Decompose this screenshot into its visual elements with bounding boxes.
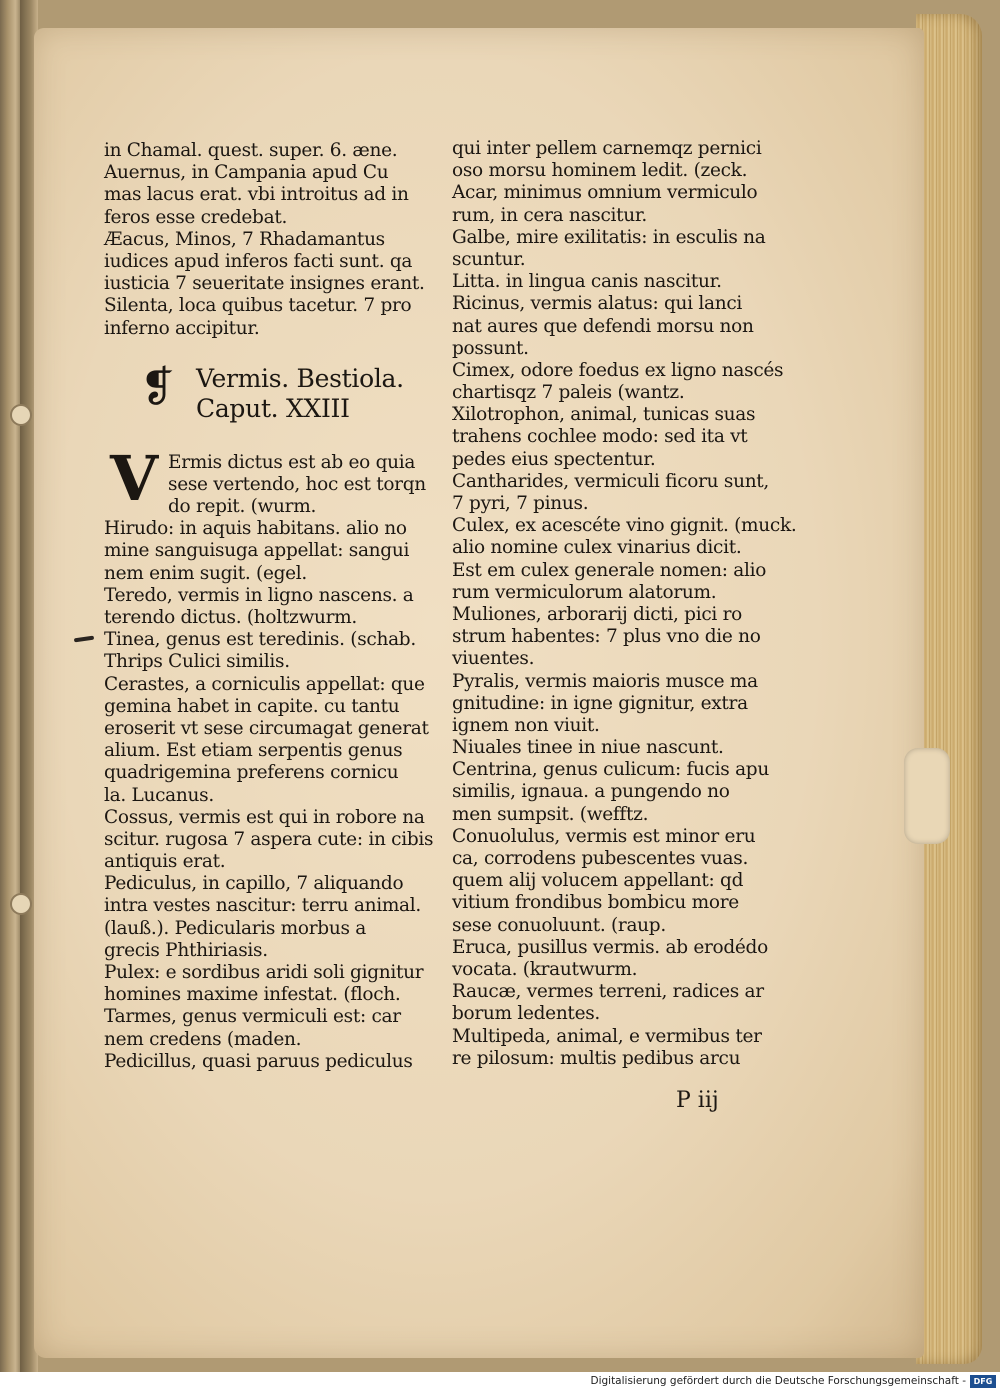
- text-line: Conuolulus, vermis est minor eru: [452, 825, 756, 847]
- text-line: Hirudo: in aquis habitans. alio no: [104, 518, 407, 540]
- text-line: terendo dictus. (holtzwurm.: [104, 607, 357, 628]
- left-lines-before-heading: [104, 140, 444, 340]
- previous-page-edge: [0, 0, 22, 1372]
- text-line: gnitudine: in igne gignitur, extra: [452, 692, 748, 714]
- text-line: Est em culex generale nomen: alio: [452, 559, 767, 581]
- text-line: in Chamal. quest. super. 6. æne.: [104, 140, 398, 161]
- text-line: Ricinus, vermis alatus: qui lanci: [452, 293, 743, 315]
- text-line: vocata. (krautwurm.: [452, 958, 638, 980]
- dfg-logo: DFG: [970, 1375, 996, 1388]
- text-line: la. Lucanus.: [104, 784, 214, 806]
- drop-cap-paragraph: [104, 441, 444, 519]
- text-line: scuntur.: [452, 248, 526, 270]
- text-line: Pediculus, in capillo, 7 aliquando: [104, 873, 404, 895]
- text-line: Teredo, vermis in ligno nascens. a: [104, 584, 414, 606]
- text-line: Multipeda, animal, e vermibus ter: [452, 1025, 762, 1047]
- chapter-heading: [104, 361, 444, 438]
- page-fore-edge: [916, 14, 982, 1364]
- text-line: 7 pyri, 7 pinus.: [452, 493, 589, 514]
- page-tab: [904, 748, 950, 844]
- text-line: chartisqz 7 paleis (wantz.: [452, 382, 685, 404]
- funding-credit: Digitalisierung gefördert durch die Deutsche Forschungsgemeinschaft -: [590, 1375, 966, 1387]
- text-line: do repit. (wurm.: [168, 496, 317, 518]
- text-line: Tinea, genus est teredinis. (schab.: [104, 629, 416, 651]
- text-line: rum, in cera nascitur.: [452, 204, 647, 226]
- text-line: trahens cochlee modo: sed ita vt: [452, 426, 748, 448]
- text-line: quadrigemina preferens cornicu: [104, 762, 399, 784]
- text-line: antiquis erat.: [104, 851, 226, 873]
- text-line: pedes eius spectentur.: [452, 448, 656, 470]
- text-line: iusticia 7 seueritate insignes erant.: [104, 273, 425, 295]
- text-line: nem credens (maden.: [104, 1028, 302, 1050]
- heading-chapter-number: Caput. XXIII: [196, 393, 350, 423]
- text-line: Muliones, arborarij dicti, pici ro: [452, 603, 742, 625]
- text-line: Pedicillus, quasi paruus pediculus: [104, 1050, 413, 1072]
- text-line: viuentes.: [452, 648, 535, 670]
- binding-stitch: [12, 406, 30, 424]
- binding-stitch: [12, 895, 30, 913]
- text-line: inferno accipitur.: [104, 317, 260, 339]
- text-line: sese vertendo, hoc est torqn: [168, 473, 426, 495]
- text-line: Culex, ex acescéte vino gignit. (muck.: [452, 515, 797, 537]
- text-line: strum habentes: 7 plus vno die no: [452, 626, 761, 648]
- text-line: Ermis dictus est ab eo quia: [168, 451, 416, 473]
- text-line: Silenta, loca quibus tacetur. 7 pro: [104, 295, 412, 317]
- text-line: Æacus, Minos, 7 Rhadamantus: [104, 228, 385, 250]
- text-line: alium. Est etiam serpentis genus: [104, 740, 403, 762]
- text-line: Thrips Culici similis.: [104, 651, 290, 673]
- text-line: feros esse credebat.: [104, 206, 288, 228]
- text-line: Centrina, genus culicum: fucis apu: [452, 759, 769, 781]
- text-line: Cantharides, vermiculi ficoru sunt,: [452, 470, 770, 492]
- heading-title: Vermis. Bestiola.: [196, 363, 404, 393]
- text-line: nem enim sugit. (egel.: [104, 562, 308, 584]
- text-line: grecis Phthiriasis.: [104, 939, 268, 961]
- text-line: oso morsu hominem ledit. (zeck.: [452, 160, 748, 182]
- text-line: scitur. rugosa 7 aspera cute: in cibis: [104, 828, 434, 850]
- text-line: intra vestes nascitur: terru animal.: [104, 895, 421, 917]
- left-lines-after-dropcap: [104, 518, 444, 1073]
- text-line: borum ledentes.: [452, 1003, 600, 1025]
- text-line: (lauß.). Pedicularis morbus a: [104, 917, 366, 939]
- text-line: alio nomine culex vinarius dicit.: [452, 537, 742, 559]
- text-line: Cerastes, a corniculis appellat: que: [104, 673, 425, 695]
- text-line: vitium frondibus bombicu more: [452, 892, 739, 914]
- text-line: Cimex, odore foedus ex ligno nascés: [452, 359, 784, 381]
- text-line: Auernus, in Campania apud Cu: [104, 162, 389, 184]
- text-line: Pulex: e sordibus aridi soli gignitur: [104, 962, 424, 983]
- text-line: ignem non viuit.: [452, 714, 600, 736]
- text-line: homines maxime infestat. (floch.: [104, 984, 401, 1006]
- text-line: eroserit vt sese circumagat generat: [104, 717, 429, 739]
- text-line: Acar, minimus omnium vermiculo: [452, 182, 758, 204]
- text-line: rum vermiculorum alatorum.: [452, 581, 717, 603]
- text-line: re pilosum: multis pedibus arcu: [452, 1047, 741, 1069]
- text-line: ca, corrodens pubescentes vuas.: [452, 848, 749, 869]
- right-lines: [452, 138, 797, 1070]
- text-line: Galbe, mire exilitatis: in esculis na: [452, 226, 766, 248]
- text-line: men sumpsit. (wefftz.: [452, 803, 649, 825]
- text-line: iudices apud inferos facti sunt. qa: [104, 250, 413, 272]
- text-line: mas lacus erat. vbi introitus ad in: [104, 184, 409, 206]
- text-line: Raucæ, vermes terreni, radices ar: [452, 981, 764, 1003]
- text-line: Niuales tinee in niue nascunt.: [452, 737, 724, 759]
- text-line: Cossus, vermis est qui in robore na: [104, 806, 425, 828]
- text-line: Pyralis, vermis maioris musce ma: [452, 670, 758, 692]
- drop-cap-letter: V: [110, 441, 158, 515]
- text-line: nat aures que defendi morsu non: [452, 315, 754, 337]
- left-text-column: [104, 140, 444, 1073]
- text-line: Eruca, pusillus vermis. ab erodédo: [452, 936, 768, 958]
- text-line: mine sanguisuga appellat: sangui: [104, 540, 410, 562]
- text-line: possunt.: [452, 337, 529, 359]
- text-line: sese conuoluunt. (raup.: [452, 914, 666, 936]
- text-line: quem alij volucem appellant: qd: [452, 870, 744, 892]
- text-line: similis, ignaua. a pungendo no: [452, 781, 730, 803]
- text-line: Tarmes, genus vermiculi est: car: [104, 1006, 401, 1028]
- signature-mark: P iij: [676, 1088, 719, 1113]
- text-line: qui inter pellem carnemqz pernici: [452, 138, 762, 159]
- text-line: gemina habet in capite. cu tantu: [104, 695, 400, 717]
- footer-bar: [0, 1372, 1000, 1393]
- text-line: Xilotrophon, animal, tunicas suas: [452, 404, 756, 426]
- right-text-column: [452, 138, 797, 1070]
- text-line: Litta. in lingua canis nascitur.: [452, 271, 722, 293]
- pilcrow-mark: ❡: [140, 361, 175, 411]
